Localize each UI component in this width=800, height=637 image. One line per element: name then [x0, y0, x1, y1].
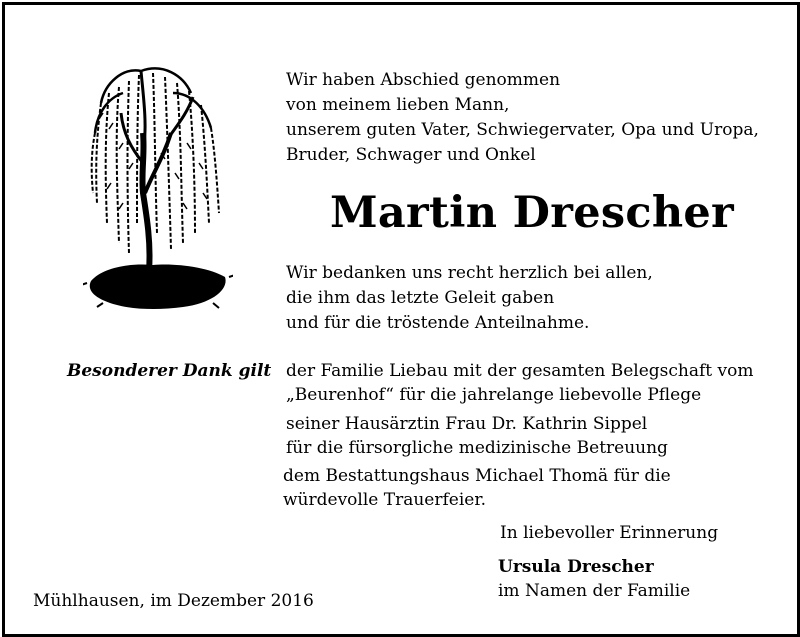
deceased-name: Martin Drescher	[330, 188, 735, 238]
intro-line-1: Wir haben Abschied genommen	[286, 70, 561, 90]
thanks-line-1: Wir bedanken uns recht herzlich bei allen,	[286, 263, 653, 283]
thanks-line-2: die ihm das letzte Geleit gaben	[286, 288, 555, 308]
special-thanks-block3-line2: würdevolle Trauerfeier.	[283, 490, 486, 510]
special-thanks-block2-line1: seiner Hausärztin Frau Dr. Kathrin Sippel	[286, 414, 648, 434]
obituary-card	[2, 2, 800, 637]
thanks-line-3: und für die tröstende Anteilnahme.	[286, 313, 590, 333]
signer-note: im Namen der Familie	[498, 581, 691, 601]
remembrance-text: In liebevoller Erinnerung	[500, 523, 719, 543]
signer-name: Ursula Drescher	[498, 557, 654, 577]
special-thanks-block1-line2: „Beurenhof“ für die jahrelange liebevolle Pflege	[286, 385, 702, 405]
special-thanks-block1-line1: der Familie Liebau mit der gesamten Belegschaft vom	[286, 361, 754, 381]
special-thanks-block2-line2: für die fürsorgliche medizinische Betreuung	[286, 438, 668, 458]
intro-line-3: unserem guten Vater, Schwiegervater, Opa und Uropa,	[286, 120, 759, 140]
intro-line-2: von meinem lieben Mann,	[286, 95, 510, 115]
special-thanks-label: Besonderer Dank gilt	[67, 361, 272, 381]
place-date: Mühlhausen, im Dezember 2016	[33, 591, 314, 611]
weeping-willow-icon	[83, 53, 233, 313]
special-thanks-block3-line1: dem Bestattungshaus Michael Thomä für die	[283, 466, 671, 486]
intro-line-4: Bruder, Schwager und Onkel	[286, 145, 536, 165]
